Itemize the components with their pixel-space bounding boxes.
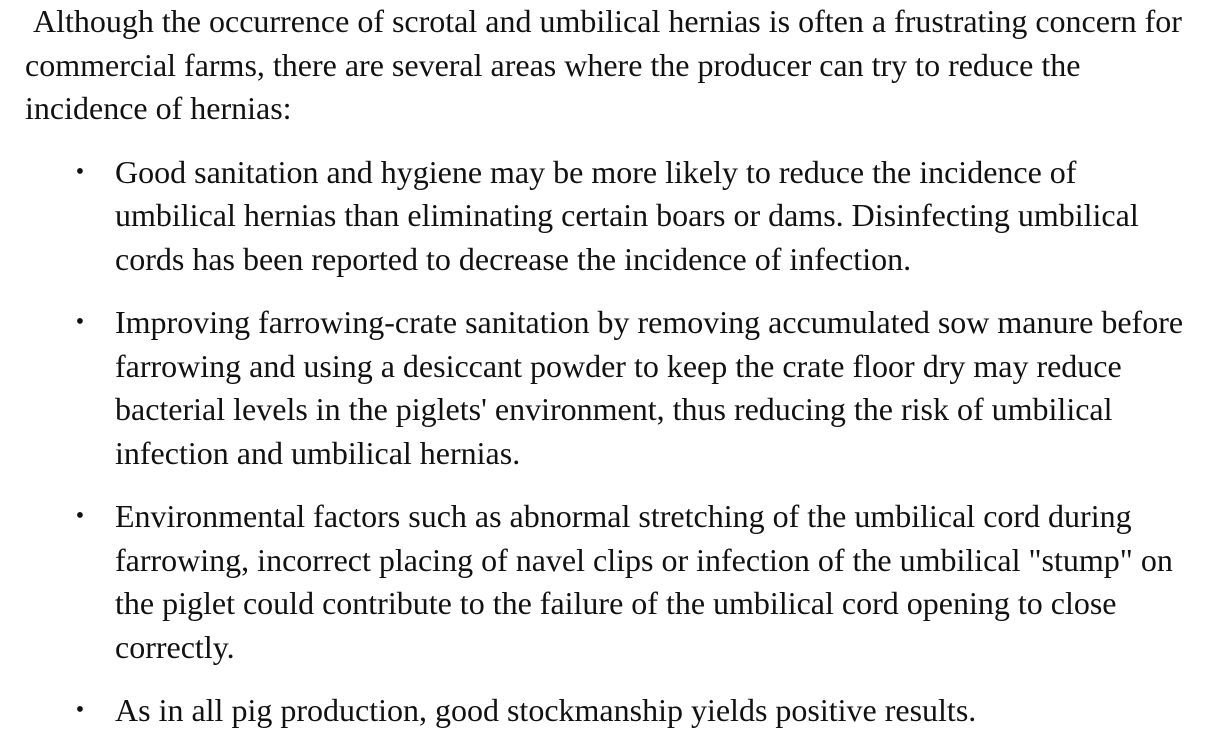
- bullet-text: Good sanitation and hygiene may be more likely to reduce the incidence of umbilical hernias than eliminating certain boars or dams. Disinfecting umbilical cords has been reported to decrease the incidence of infection.: [115, 153, 1139, 277]
- bullet-list: [25, 151, 1205, 733]
- intro-paragraph: Although the occurrence of scrotal and umbilical hernias is often a frustrating concern for commercial farms, there are several areas where the producer can try to reduce the incidence of hernias:: [25, 3, 1182, 126]
- bullet-marker: •: [75, 309, 85, 335]
- bullet-item: [25, 151, 1205, 282]
- bullet-item: [25, 301, 1205, 475]
- document-body: [25, 0, 1205, 753]
- bullet-marker: •: [75, 158, 85, 185]
- bullet-item: [25, 689, 1205, 733]
- bullet-text: Environmental factors such as abnormal stretching of the umbilical cord during farrowing, incorrect placing of navel clips or infection of the umbilical "stump" on the piglet could contribute to the failure of the umbilical cord opening to close correctly.: [115, 498, 1173, 665]
- bullet-item: [25, 495, 1205, 669]
- bullet-marker: •: [75, 503, 85, 529]
- bullet-text: Improving farrowing-crate sanitation by removing accumulated sow manure before farrowing and using a desiccant powder to keep the crate floor dry may reduce bacterial levels in the piglets' environment, thus reducing the risk of umbilical infection and umbilical hernias.: [115, 304, 1184, 471]
- bullet-text: As in all pig production, good stockmanship yields positive results.: [115, 692, 977, 728]
- bullet-marker: •: [75, 697, 85, 723]
